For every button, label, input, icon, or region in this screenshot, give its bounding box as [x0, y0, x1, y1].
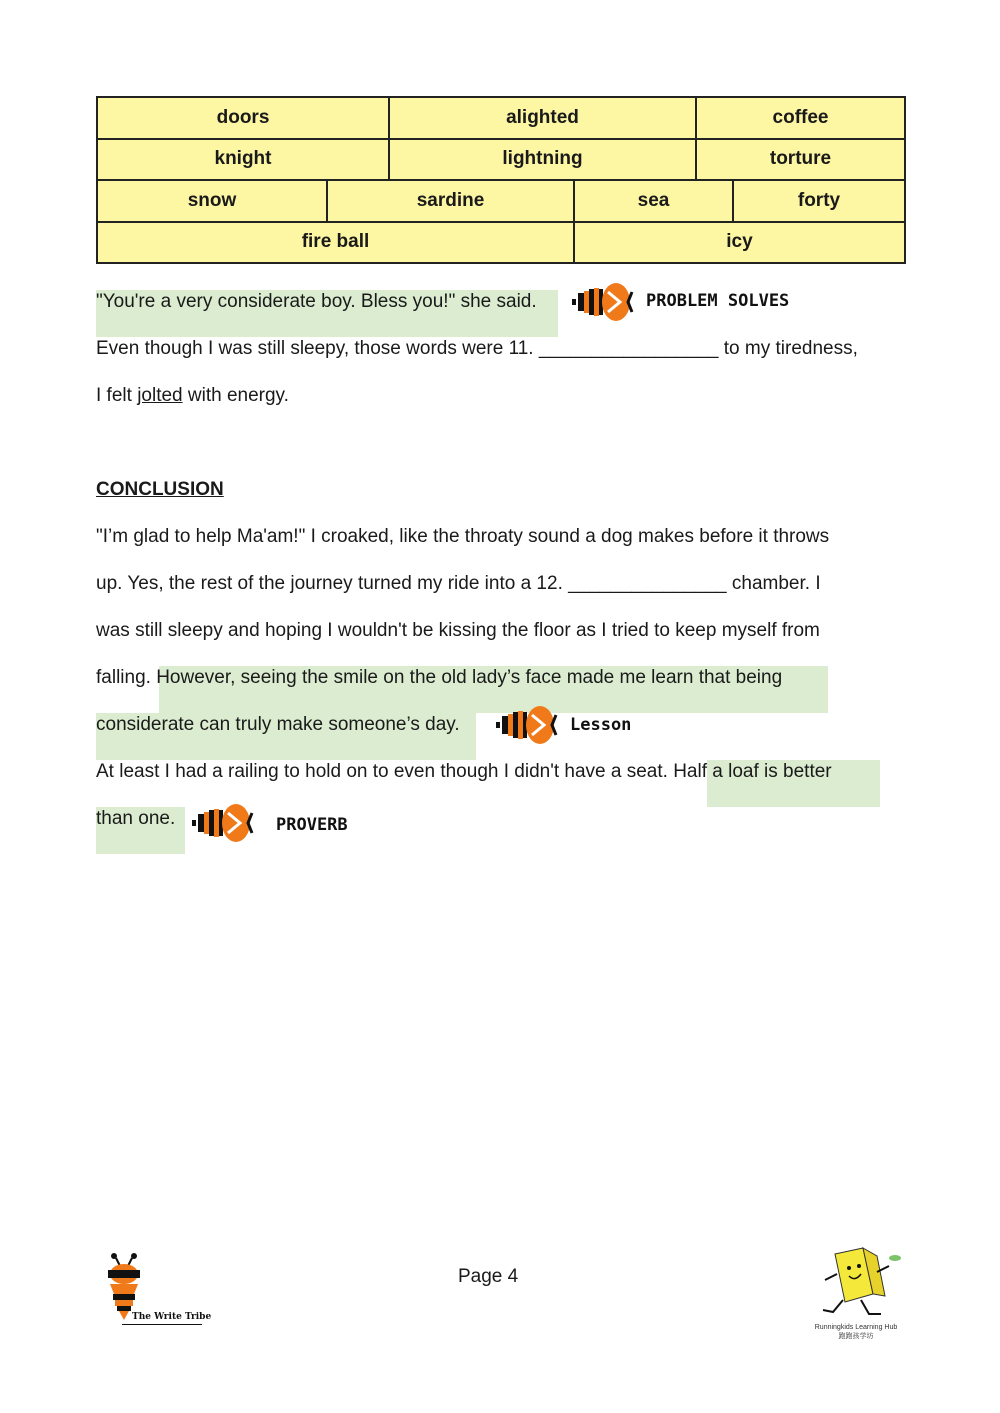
table-row [97, 180, 905, 222]
word-cell: alighted [389, 97, 696, 139]
tag-proverb: PROVERB [276, 815, 348, 835]
write-tribe-label: The Write Tribe [132, 1312, 212, 1322]
tag-lesson: Lesson [570, 715, 632, 735]
tag-problem-solves: PROBLEM SOLVES [646, 291, 790, 311]
story-line: "I’m glad to help Ma'am!" I croaked, like the throaty sound a dog makes before it throws [96, 526, 830, 547]
highlighted-text: Half a loaf is better [673, 761, 832, 782]
word-cell: lightning [389, 139, 696, 181]
story-line: Even though I was still sleepy, those words were 11. _________________ to my tiredness, [96, 338, 858, 359]
page-number: Page 4 [458, 1266, 519, 1287]
story-line: considerate can truly make someone’s day. [96, 714, 460, 735]
learning-hub-chinese: 跑跑孩学坊 [838, 1333, 874, 1340]
highlighted-text: However, seeing the smile on the old lady’s face made me learn that being [156, 667, 783, 688]
word-cell: snow [97, 180, 327, 222]
story-line: up. Yes, the rest of the journey turned my ride into a 12. _______________ chamber. I [96, 573, 821, 594]
story-line: than one. [96, 808, 176, 829]
bee-icon [494, 703, 562, 747]
word-cell: doors [97, 97, 389, 139]
word-cell: coffee [696, 97, 905, 139]
word-cell: icy [574, 222, 905, 264]
running-book-logo [815, 1244, 905, 1320]
divider [122, 1324, 202, 1325]
word-cell: forty [733, 180, 905, 222]
table-row [97, 222, 905, 264]
table-row [97, 97, 905, 139]
text-span: falling. [96, 667, 157, 688]
table-row [97, 139, 905, 181]
word-cell: sardine [327, 180, 574, 222]
story-line [96, 384, 289, 408]
story-line [96, 760, 832, 784]
learning-hub-label [806, 1323, 906, 1341]
bee-icon [190, 801, 258, 845]
word-cell: sea [574, 180, 733, 222]
word-cell: knight [97, 139, 389, 181]
text-span: I felt [96, 385, 138, 406]
story-line: was still sleepy and hoping I wouldn't be kissing the floor as I tried to keep myself from [96, 620, 820, 641]
text-span: with energy. [182, 385, 289, 406]
conclusion-heading: CONCLUSION [96, 479, 224, 500]
learning-hub-name: Runningkids Learning Hub [814, 1324, 898, 1331]
story-line: "You're a very considerate boy. Bless you!" she said. [96, 291, 537, 312]
underlined-word: jolted [137, 385, 183, 406]
bee-icon [570, 280, 638, 324]
story-line [96, 666, 782, 690]
word-cell: torture [696, 139, 905, 181]
word-bank-table [96, 96, 906, 264]
word-cell: fire ball [97, 222, 574, 264]
text-span: At least I had a railing to hold on to even though I didn't have a seat. [96, 761, 674, 782]
